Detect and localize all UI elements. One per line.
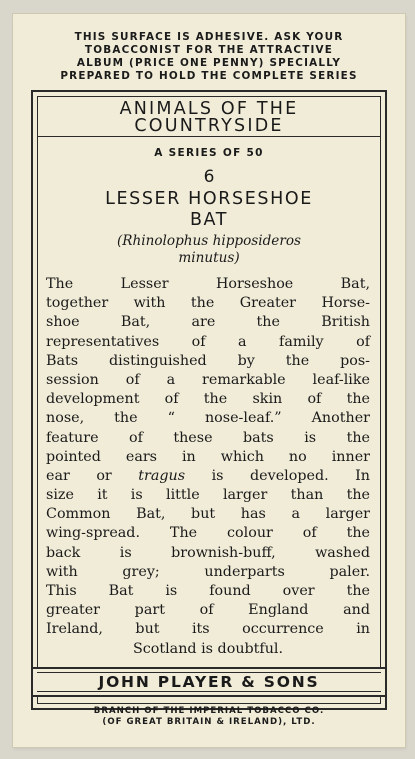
series-title-line: ANIMALS OF THE — [119, 99, 299, 119]
latin-name — [38, 233, 380, 267]
description-line: development of the skin of the — [46, 391, 370, 408]
description-line: Scotland is doubtful. — [132, 640, 284, 657]
adhesive-notice — [13, 31, 405, 83]
card-number: 6 — [203, 167, 215, 187]
content-inner-frame — [37, 96, 381, 704]
description-line: Common Bat, but has a larger — [46, 506, 370, 523]
description-fragment: is developed. In — [211, 467, 371, 484]
adhesive-notice-line: THIS SURFACE IS ADHESIVE. ASK YOUR — [74, 31, 344, 43]
branch-notice-line: BRANCH OF THE IMPERIAL TOBACCO CO. — [93, 706, 325, 716]
animal-name-line: LESSER HORSESHOE — [105, 189, 313, 209]
description-line: wing-spread. The colour of the — [46, 525, 370, 542]
animal-name — [38, 189, 380, 231]
adhesive-notice-line: TOBACCONIST FOR THE ATTRACTIVE — [84, 44, 334, 56]
description-line: Ireland, but its occurrence in — [46, 621, 370, 638]
description-line: This Bat is found over the — [46, 583, 370, 599]
description-line: representatives of a family of — [46, 333, 370, 350]
maker-banner — [31, 667, 387, 697]
content-frame — [31, 90, 387, 710]
description-line: session of a remarkable leaf-like — [46, 371, 370, 388]
latin-name-line: (Rhinolophus hipposideros — [116, 233, 302, 249]
description-line: Bats distinguished by the pos- — [46, 352, 370, 369]
series-count: A SERIES OF 50 — [154, 147, 264, 159]
description-line: shoe Bat, are the British — [46, 314, 370, 331]
description — [38, 275, 380, 659]
description-line: pointed ears in which no inner — [46, 448, 370, 465]
description-fragment: ear or — [46, 467, 112, 484]
italic-term-tragus: tragus — [138, 467, 186, 484]
description-line-with-italic — [38, 467, 380, 486]
description-line: together with the Greater Horse- — [46, 295, 370, 312]
description-line: nose, the “ nose-leaf.” Another — [46, 410, 370, 427]
description-line: back is brownish-buff, washed — [46, 544, 370, 561]
branch-notice-line: (OF GREAT BRITAIN & IRELAND), LTD. — [102, 717, 316, 727]
description-line: with grey; underparts paler. — [46, 563, 370, 580]
adhesive-notice-line: PREPARED TO HOLD THE COMPLETE SERIES — [60, 70, 358, 82]
description-line: feature of these bats is the — [46, 429, 370, 446]
description-line: greater part of England and — [46, 602, 370, 619]
latin-name-line: minutus) — [178, 250, 240, 266]
maker-name: JOHN PLAYER & SONS — [37, 672, 381, 692]
description-line: size it is little larger than the — [46, 487, 370, 504]
series-title — [38, 97, 380, 137]
description-line: The Lesser Horseshoe Bat, — [46, 276, 370, 292]
cigarette-card — [13, 14, 405, 747]
branch-notice — [13, 706, 405, 728]
series-title-line: COUNTRYSIDE — [134, 116, 284, 136]
adhesive-notice-line: ALBUM (PRICE ONE PENNY) SPECIALLY — [76, 57, 342, 69]
animal-name-line: BAT — [189, 210, 229, 230]
